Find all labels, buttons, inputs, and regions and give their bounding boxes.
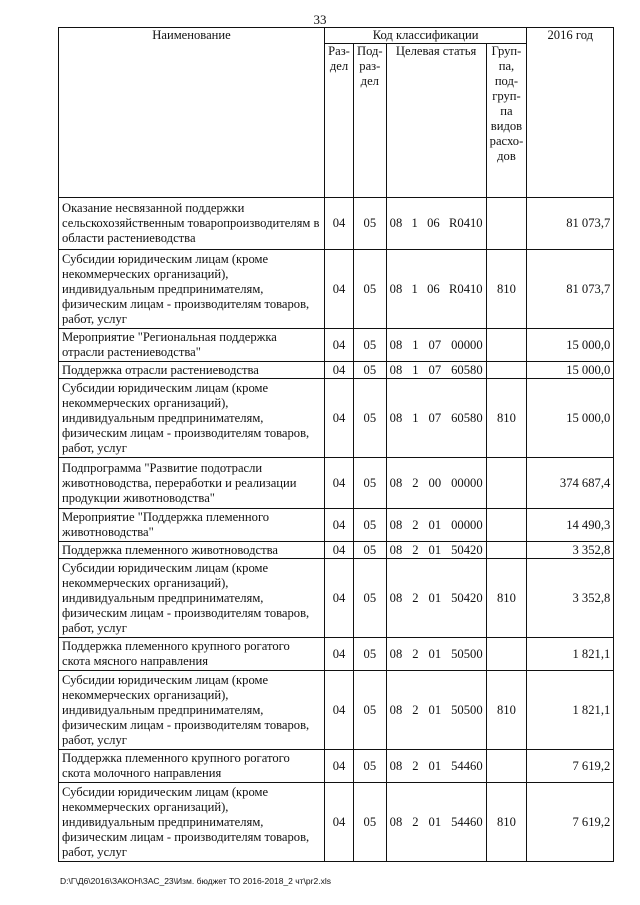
row-target-article	[386, 198, 486, 250]
row-amount-2016: 15 000,0	[527, 362, 614, 379]
row-expense-group: 810	[486, 671, 527, 750]
header-year: 2016 год	[527, 28, 614, 198]
row-podrazdel: 05	[354, 671, 387, 750]
row-target-article	[386, 750, 486, 783]
target-article-part: 2	[412, 702, 419, 717]
target-article-part: 06	[427, 281, 440, 296]
row-razdel: 04	[325, 509, 354, 542]
target-article-part: 60580	[451, 410, 483, 425]
row-name: Поддержка племенного животноводства	[59, 542, 325, 559]
target-article-part: 2	[412, 646, 419, 661]
row-target-article	[386, 379, 486, 458]
table-row	[59, 198, 614, 250]
target-article-part: 07	[428, 362, 442, 377]
row-name: Субсидии юридическим лицам (кроме некоммерческих организаций), индивидуальным предпринимателям, физическим лицам - производителям товаров, работ, услуг	[59, 250, 325, 329]
target-article-part: 01	[428, 542, 442, 557]
row-expense-group	[486, 750, 527, 783]
target-article-part: 01	[428, 702, 442, 717]
row-expense-group	[486, 362, 527, 379]
row-name: Поддержка племенного крупного рогатого скота молочного направления	[59, 750, 325, 783]
row-razdel: 04	[325, 671, 354, 750]
target-article-part: R0410	[449, 216, 483, 230]
table-row	[59, 250, 614, 329]
table-row	[59, 783, 614, 862]
row-amount-2016: 15 000,0	[527, 329, 614, 362]
header-code-group: Код классификации	[325, 28, 527, 44]
table-row	[59, 542, 614, 559]
row-amount-2016: 81 073,7	[527, 250, 614, 329]
target-article-part: 00	[428, 475, 442, 490]
row-expense-group	[486, 509, 527, 542]
target-article-part: 54460	[451, 758, 483, 773]
target-article-part: 08	[389, 362, 403, 377]
target-article-part: 08	[389, 702, 403, 717]
target-article-part: 08	[389, 337, 403, 352]
table-row	[59, 750, 614, 783]
row-podrazdel: 05	[354, 750, 387, 783]
header-target-article: Целевая статья	[386, 44, 486, 198]
row-podrazdel: 05	[354, 458, 387, 509]
row-name: Поддержка отрасли растениеводства	[59, 362, 325, 379]
row-podrazdel: 05	[354, 362, 387, 379]
row-target-article	[386, 542, 486, 559]
row-razdel: 04	[325, 362, 354, 379]
row-name: Субсидии юридическим лицам (кроме некоммерческих организаций), индивидуальным предпринимателям, физическим лицам - производителям товаров, работ, услуг	[59, 783, 325, 862]
row-razdel: 04	[325, 750, 354, 783]
row-podrazdel: 05	[354, 783, 387, 862]
row-name: Субсидии юридическим лицам (кроме некоммерческих организаций), индивидуальным предпринимателям, физическим лицам - производителям товаров, работ, услуг	[59, 671, 325, 750]
target-article-part: 2	[412, 475, 419, 490]
row-name: Подпрограмма "Развитие подотрасли животноводства, переработки и реализации продукции животноводства"	[59, 458, 325, 509]
table-row	[59, 638, 614, 671]
header-name: Наименование	[59, 28, 325, 198]
row-podrazdel: 05	[354, 542, 387, 559]
target-article-part: R0410	[449, 281, 483, 296]
row-amount-2016: 7 619,2	[527, 750, 614, 783]
header-razdel: Раз- дел	[325, 44, 354, 198]
table-row	[59, 379, 614, 458]
target-article-part: 08	[389, 216, 403, 230]
row-amount-2016: 81 073,7	[527, 198, 614, 250]
row-expense-group: 810	[486, 783, 527, 862]
row-razdel: 04	[325, 250, 354, 329]
row-razdel: 04	[325, 783, 354, 862]
target-article-part: 1	[412, 362, 419, 377]
table-row	[59, 362, 614, 379]
budget-table	[58, 27, 614, 862]
target-article-part: 60580	[451, 362, 483, 377]
table-row	[59, 458, 614, 509]
row-expense-group	[486, 329, 527, 362]
row-podrazdel: 05	[354, 509, 387, 542]
row-expense-group	[486, 542, 527, 559]
row-expense-group	[486, 198, 527, 250]
row-razdel: 04	[325, 638, 354, 671]
target-article-part: 50500	[451, 702, 483, 717]
row-razdel: 04	[325, 542, 354, 559]
row-razdel: 04	[325, 458, 354, 509]
row-podrazdel: 05	[354, 198, 387, 250]
target-article-part: 1	[411, 216, 418, 230]
row-razdel: 04	[325, 379, 354, 458]
table-row	[59, 559, 614, 638]
row-razdel: 04	[325, 198, 354, 250]
row-podrazdel: 05	[354, 638, 387, 671]
row-target-article	[386, 671, 486, 750]
row-amount-2016: 1 821,1	[527, 671, 614, 750]
row-name: Оказание несвязанной поддержки сельскохозяйственным товаропроизводителям в области растениеводства	[59, 198, 325, 250]
target-article-part: 08	[389, 758, 403, 773]
target-article-part: 08	[389, 814, 403, 829]
target-article-part: 01	[428, 517, 442, 532]
target-article-part: 08	[389, 517, 403, 532]
row-name: Субсидии юридическим лицам (кроме некоммерческих организаций), индивидуальным предпринимателям, физическим лицам - производителям товаров, работ, услуг	[59, 379, 325, 458]
target-article-part: 01	[428, 814, 442, 829]
row-target-article	[386, 559, 486, 638]
row-podrazdel: 05	[354, 379, 387, 458]
target-article-part: 50500	[451, 646, 483, 661]
file-path-footer: D:\Г\Д6\2016\ЗАКОН\ЗАС_23\Изм. бюджет ТО 2016-2018_2 чт\pr2.xls	[60, 876, 331, 886]
row-target-article	[386, 250, 486, 329]
table-row	[59, 329, 614, 362]
target-article-part: 1	[412, 337, 419, 352]
row-amount-2016: 3 352,8	[527, 542, 614, 559]
row-target-article	[386, 458, 486, 509]
target-article-part: 08	[389, 542, 403, 557]
row-name: Мероприятие "Поддержка племенного животноводства"	[59, 509, 325, 542]
row-target-article	[386, 509, 486, 542]
target-article-part: 2	[412, 758, 419, 773]
target-article-part: 2	[412, 542, 419, 557]
target-article-part: 54460	[451, 814, 483, 829]
row-amount-2016: 3 352,8	[527, 559, 614, 638]
row-amount-2016: 1 821,1	[527, 638, 614, 671]
target-article-part: 2	[412, 814, 419, 829]
row-amount-2016: 7 619,2	[527, 783, 614, 862]
row-name: Поддержка племенного крупного рогатого скота мясного направления	[59, 638, 325, 671]
header-expense-group: Груп- па, под- груп- па видов расхо- дов	[486, 44, 527, 198]
target-article-part: 08	[389, 646, 403, 661]
target-article-part: 1	[412, 410, 419, 425]
target-article-part: 01	[428, 758, 442, 773]
target-article-part: 08	[389, 410, 403, 425]
target-article-part: 00000	[451, 337, 483, 352]
row-expense-group	[486, 638, 527, 671]
row-expense-group: 810	[486, 559, 527, 638]
target-article-part: 08	[389, 590, 403, 605]
header-podrazdel: Под- раз- дел	[354, 44, 387, 198]
target-article-part: 1	[411, 281, 418, 296]
row-name: Мероприятие "Региональная поддержка отрасли растениеводства"	[59, 329, 325, 362]
target-article-part: 2	[412, 517, 419, 532]
row-name: Субсидии юридическим лицам (кроме некоммерческих организаций), индивидуальным предпринимателям, физическим лицам - производителям товаров, работ, услуг	[59, 559, 325, 638]
table-row	[59, 509, 614, 542]
row-razdel: 04	[325, 329, 354, 362]
target-article-part: 50420	[451, 542, 483, 557]
target-article-part: 50420	[451, 590, 483, 605]
target-article-part: 07	[428, 410, 442, 425]
target-article-part: 01	[428, 646, 442, 661]
row-target-article	[386, 329, 486, 362]
row-expense-group	[486, 458, 527, 509]
page-number: 33	[313, 12, 327, 27]
table-row	[59, 671, 614, 750]
target-article-part: 08	[389, 281, 403, 296]
row-podrazdel: 05	[354, 329, 387, 362]
row-amount-2016: 15 000,0	[527, 379, 614, 458]
target-article-part: 08	[389, 475, 403, 490]
target-article-part: 06	[427, 216, 440, 230]
row-podrazdel: 05	[354, 559, 387, 638]
row-expense-group: 810	[486, 379, 527, 458]
target-article-part: 01	[428, 590, 442, 605]
row-razdel: 04	[325, 559, 354, 638]
target-article-part: 00000	[451, 475, 483, 490]
row-target-article	[386, 638, 486, 671]
row-amount-2016: 374 687,4	[527, 458, 614, 509]
row-target-article	[386, 362, 486, 379]
row-target-article	[386, 783, 486, 862]
row-podrazdel: 05	[354, 250, 387, 329]
row-expense-group: 810	[486, 250, 527, 329]
row-amount-2016: 14 490,3	[527, 509, 614, 542]
target-article-part: 07	[428, 337, 442, 352]
target-article-part: 2	[412, 590, 419, 605]
target-article-part: 00000	[451, 517, 483, 532]
